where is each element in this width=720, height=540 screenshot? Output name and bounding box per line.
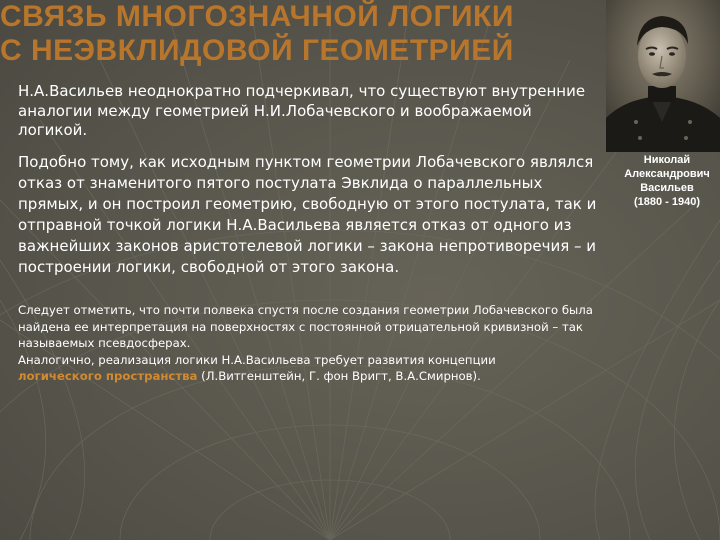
paragraph-interpretation xyxy=(18,302,598,385)
paragraph-interpretation-line2: Аналогично, реализация логики Н.А.Васильева требует развития концепции xyxy=(18,352,496,367)
title-line-2: С НЕЭВКЛИДОВОЙ ГЕОМЕТРИЕЙ xyxy=(0,34,514,67)
portrait-caption xyxy=(606,153,720,209)
caption-surname: Васильев xyxy=(640,182,694,194)
paragraph-interpretation-line1: Следует отметить, что почти полвека спустя после создания геометрии Лобачевского была найдена ее интерпретация на поверхностях с постоянной отрицательной кривизной – так называемых псевдосферах. xyxy=(18,303,593,350)
caption-first-name: Николай xyxy=(643,154,691,166)
paragraph-analogy: Н.А.Васильев неоднократно подчеркивал, что существуют внутренние аналогии между геометрией Н.И.Лобачевского и воображаемой логикой. xyxy=(18,82,586,139)
portrait-photo xyxy=(606,0,720,152)
paragraph-interpretation-refs: (Л.Витгенштейн, Г. фон Вригт, В.А.Смирнов). xyxy=(197,369,481,383)
slide-title xyxy=(0,0,640,68)
logical-space-term: логического пространства xyxy=(18,369,198,383)
paragraph-postulate: Подобно тому, как исходным пунктом геометрии Лобачевского являлся отказ от знаменитого пятого постулата Эвклида о параллельных прямых, и он построил геометрию, свободную от этого постулата, так и отправной точкой логики Н.А.Васильева является отказ от одного из важнейших законов аристотелевой логики – закона непротиворечия – и построении логики, свободной от этого закона. xyxy=(18,153,597,276)
caption-patronymic: Александрович xyxy=(624,168,710,180)
title-line-1: СВЯЗЬ МНОГОЗНАЧНОЙ ЛОГИКИ xyxy=(0,0,514,33)
portrait-image xyxy=(606,0,720,152)
caption-years: (1880 - 1940) xyxy=(633,196,701,208)
